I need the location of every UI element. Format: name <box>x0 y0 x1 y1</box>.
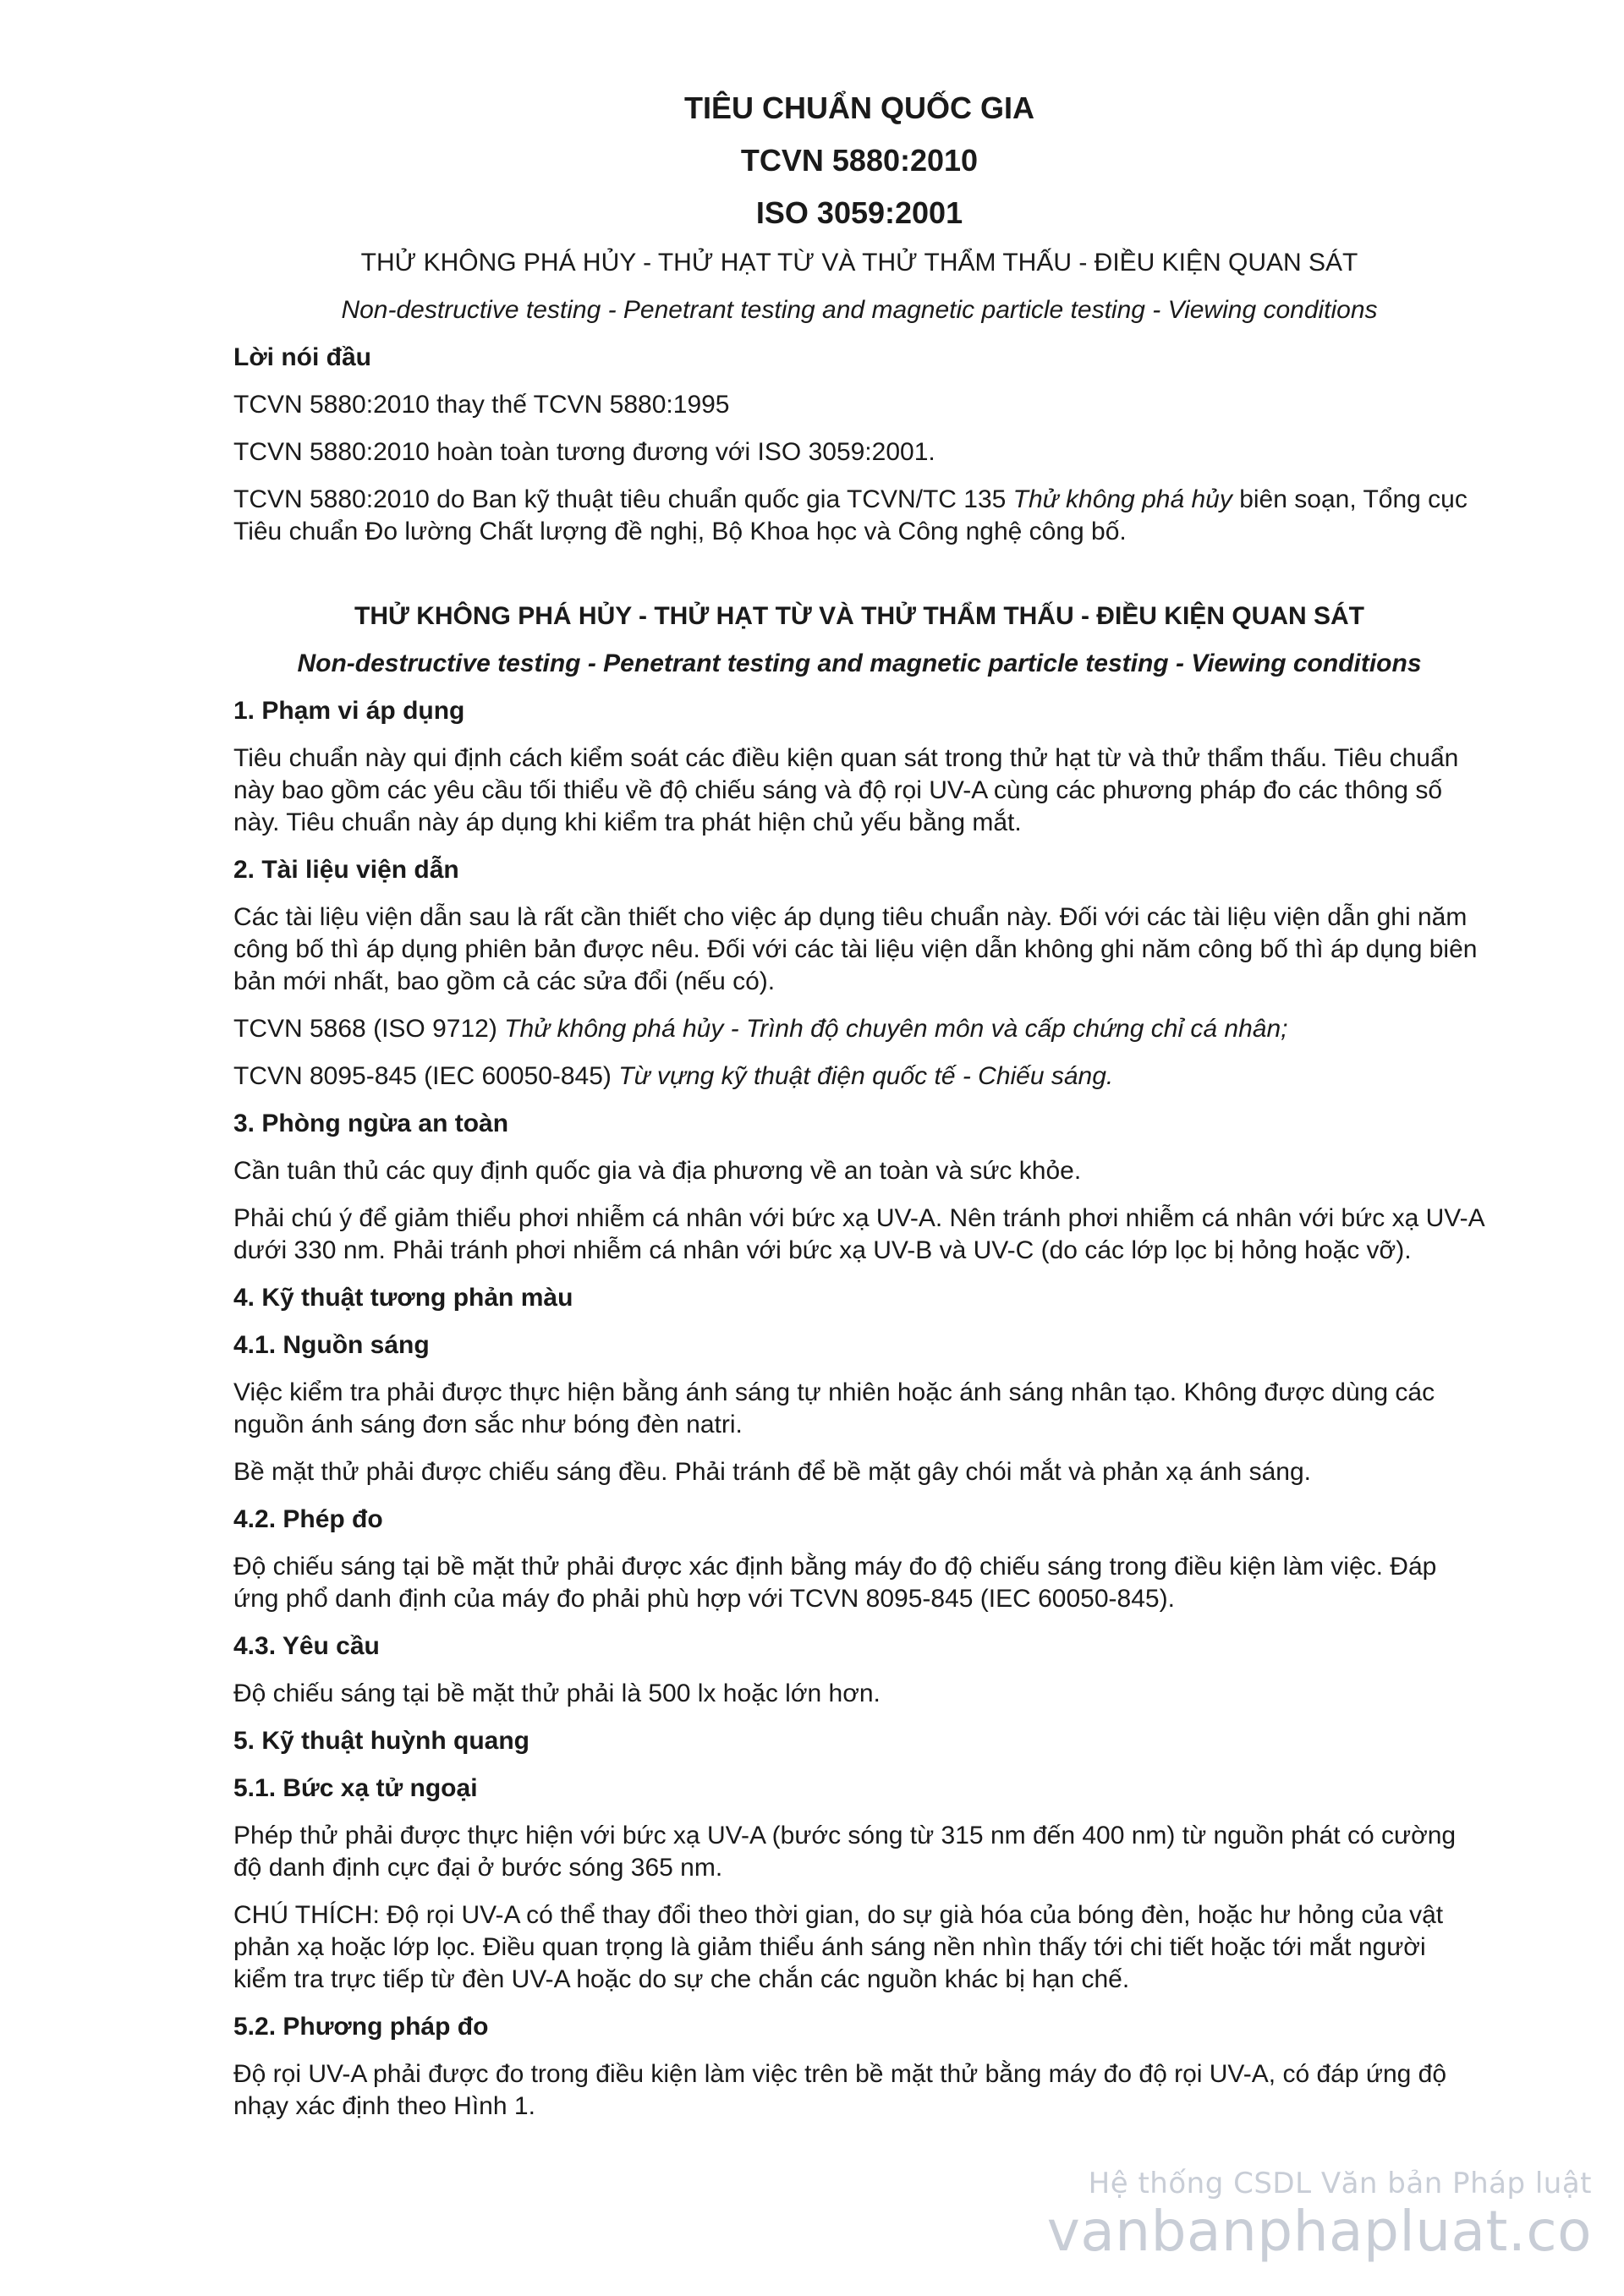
section-4-1-paragraph-2: Bề mặt thử phải được chiếu sáng đều. Phải tránh để bề mặt gây chói mắt và phản xạ ánh sáng. <box>233 1458 1311 1486</box>
reference-1-title: Thử không phá hủy - Trình độ chuyên môn và cấp chứng chỉ cá nhân; <box>504 1015 1288 1043</box>
site-watermark <box>1047 2167 1592 2263</box>
standard-name-en: Non-destructive testing - Penetrant testing and magnetic particle testing - Viewing conditions <box>341 296 1378 324</box>
document-page <box>233 90 1485 2138</box>
section-5-1-heading: 5.1. Bức xạ tử ngoại <box>233 1774 478 1802</box>
standard-title: TIÊU CHUẨN QUỐC GIA <box>684 90 1034 125</box>
reference-2-code: TCVN 8095-845 (IEC 60050-845) <box>233 1062 619 1090</box>
foreword-paragraph-1: TCVN 5880:2010 thay thế TCVN 5880:1995 <box>233 391 730 419</box>
section-1-paragraph: Tiêu chuẩn này qui định cách kiểm soát các điều kiện quan sát trong thử hạt từ và thử thẩm thấu. Tiêu chuẩn này bao gồm các yêu cầu tối thiểu về độ chiếu sáng và độ rọi UV-A cùng các phương pháp đo các thông số này. Tiêu chuẩn này áp dụng khi kiểm tra phát hiện chủ yếu bằng mắt. <box>233 744 1459 836</box>
section-4-1-heading: 4.1. Nguồn sáng <box>233 1331 430 1359</box>
reference-2 <box>233 1060 1485 1093</box>
foreword-p3-emphasis: Thử không phá hủy <box>1012 485 1232 513</box>
foreword-p3-text-b: biên soạn, Tổng cục Tiêu chuẩn Đo lường Chất lượng đề nghị, Bộ Khoa học và Công nghệ công bố. <box>233 485 1468 545</box>
section-4-2-heading: 4.2. Phép đo <box>233 1505 383 1533</box>
section-4-3-heading: 4.3. Yêu cầu <box>233 1632 380 1660</box>
section-4-1-paragraph-1: Việc kiểm tra phải được thực hiện bằng ánh sáng tự nhiên hoặc ánh sáng nhân tạo. Không được dùng các nguồn ánh sáng đơn sắc như bóng đèn natri. <box>233 1378 1435 1438</box>
body-title-en: Non-destructive testing - Penetrant testing and magnetic particle testing - Viewing conditions <box>297 649 1422 677</box>
section-4-2-paragraph: Độ chiếu sáng tại bề mặt thử phải được xác định bằng máy đo độ chiếu sáng trong điều kiện làm việc. Đáp ứng phổ danh định của máy đo phải phù hợp với TCVN 8095-845 (IEC 60050-845). <box>233 1553 1437 1613</box>
section-5-1-paragraph: Phép thử phải được thực hiện với bức xạ UV-A (bước sóng từ 315 nm đến 400 nm) từ nguồn phát có cường độ danh định cực đại ở bước sóng 365 nm. <box>233 1822 1457 1882</box>
section-3-paragraph-2: Phải chú ý để giảm thiểu phơi nhiễm cá nhân với bức xạ UV-A. Nên tránh phơi nhiễm cá nhân với bức xạ UV-A dưới 330 nm. Phải tránh phơi nhiễm cá nhân với bức xạ UV-B và UV-C (do các lớp lọc bị hỏng hoặc vỡ). <box>233 1204 1484 1264</box>
foreword-paragraph-3 <box>233 484 1485 548</box>
foreword-heading: Lời nói đầu <box>233 343 371 371</box>
section-4-3-paragraph: Độ chiếu sáng tại bề mặt thử phải là 500 lx hoặc lớn hơn. <box>233 1680 881 1707</box>
section-2-paragraph: Các tài liệu viện dẫn sau là rất cần thiết cho việc áp dụng tiêu chuẩn này. Đối với các tài liệu viện dẫn ghi năm công bố thì áp dụng phiên bản được nêu. Đối với các tài liệu viện dẫn không ghi năm công bố thì áp dụng biên bản mới nhất, bao gồm cả các sửa đổi (nếu có). <box>233 903 1478 995</box>
section-5-1-note: CHÚ THÍCH: Độ rọi UV-A có thể thay đổi theo thời gian, do sự già hóa của bóng đèn, hoặc hư hỏng của vật phản xạ hoặc lớp lọc. Điều quan trọng là giảm thiểu ánh sáng nền nhìn thấy tới chi tiết hoặc tới mắt người kiểm tra trực tiếp từ đèn UV-A hoặc do sự che chắn các nguồn khác bị hạn chế. <box>233 1901 1444 1993</box>
reference-1-code: TCVN 5868 (ISO 9712) <box>233 1015 505 1043</box>
iso-code: ISO 3059:2001 <box>755 195 963 230</box>
section-2-heading: 2. Tài liệu viện dẫn <box>233 856 459 884</box>
section-5-heading: 5. Kỹ thuật huỳnh quang <box>233 1727 529 1755</box>
body-title-vi: THỬ KHÔNG PHÁ HỦY - THỬ HẠT TỪ VÀ THỬ THẨM THẤU - ĐIỀU KIỆN QUAN SÁT <box>354 602 1364 630</box>
section-3-paragraph-1: Cần tuân thủ các quy định quốc gia và địa phương về an toàn và sức khỏe. <box>233 1157 1082 1185</box>
foreword-p3-text-a: TCVN 5880:2010 do Ban kỹ thuật tiêu chuẩn quốc gia TCVN/TC 135 <box>233 485 1013 513</box>
section-4-heading: 4. Kỹ thuật tương phản màu <box>233 1284 573 1312</box>
watermark-line-2: vanbanphapluat.co <box>1046 2199 1592 2264</box>
section-5-2-paragraph: Độ rọi UV-A phải được đo trong điều kiện làm việc trên bề mặt thử bằng máy đo độ rọi UV-A, có đáp ứng độ nhạy xác định theo Hình 1. <box>233 2060 1447 2120</box>
standard-code: TCVN 5880:2010 <box>740 143 979 178</box>
section-5-2-heading: 5.2. Phương pháp đo <box>233 2013 489 2041</box>
section-1-heading: 1. Phạm vi áp dụng <box>233 697 465 725</box>
reference-2-title: Từ vựng kỹ thuật điện quốc tế - Chiếu sáng. <box>618 1062 1114 1090</box>
standard-name-vi: THỬ KHÔNG PHÁ HỦY - THỬ HẠT TỪ VÀ THỬ THẨM THẤU - ĐIỀU KIỆN QUAN SÁT <box>360 249 1358 277</box>
foreword-paragraph-2: TCVN 5880:2010 hoàn toàn tương đương với ISO 3059:2001. <box>233 438 935 466</box>
watermark-line-1: Hệ thống CSDL Văn bản Pháp luật <box>1088 2167 1592 2200</box>
section-3-heading: 3. Phòng ngừa an toàn <box>233 1110 509 1137</box>
reference-1 <box>233 1013 1485 1045</box>
